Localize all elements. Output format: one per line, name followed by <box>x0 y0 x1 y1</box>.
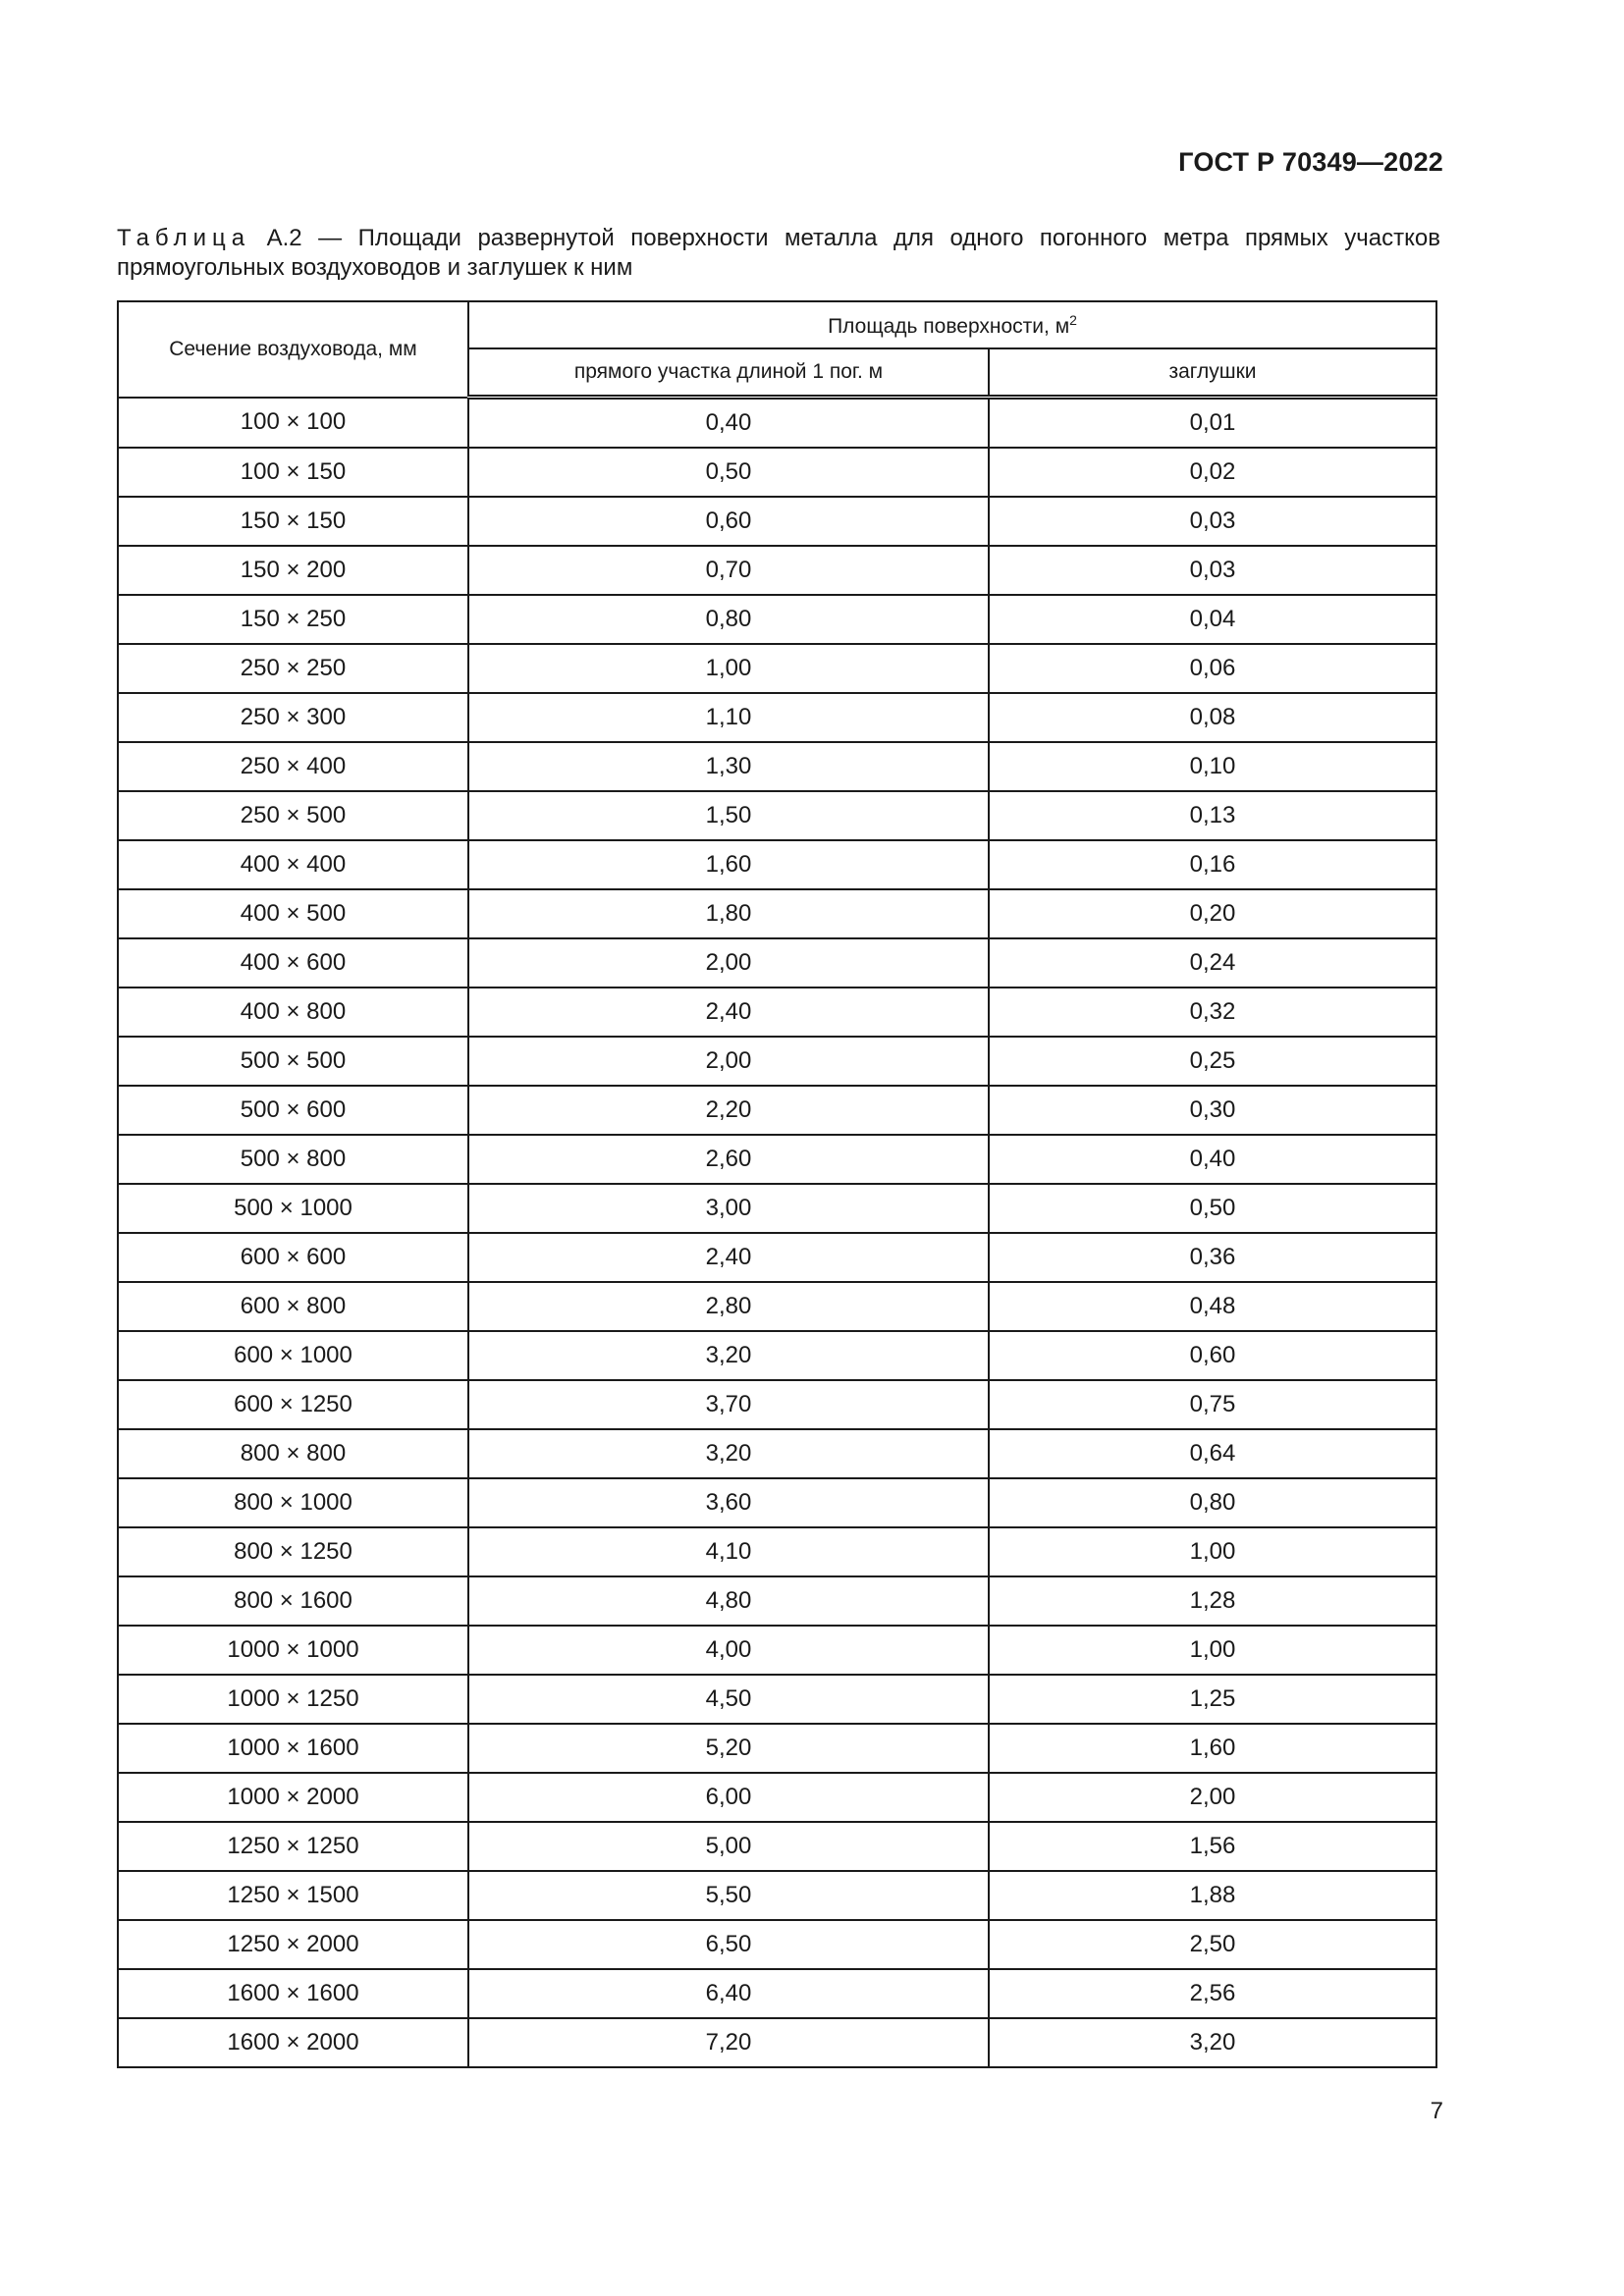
cell-straight-area: 1,10 <box>468 693 989 742</box>
cell-cap-area: 1,00 <box>989 1527 1436 1576</box>
table-body <box>118 398 1436 2068</box>
cell-cap-area: 1,88 <box>989 1871 1436 1920</box>
header-area-superscript: 2 <box>1069 311 1077 328</box>
cell-section: 600 × 600 <box>118 1233 468 1282</box>
table-row <box>118 693 1436 742</box>
table-row <box>118 1626 1436 1675</box>
table-caption-text: — Площади развернутой поверхности металла для одного погонного метра прямых участков прямоугольных воздуховодов и заглушек к ним <box>117 225 1440 281</box>
cell-section: 1000 × 1250 <box>118 1675 468 1724</box>
cell-section: 400 × 600 <box>118 938 468 988</box>
header-cap: заглушки <box>989 348 1436 398</box>
cell-section: 800 × 1250 <box>118 1527 468 1576</box>
cell-section: 250 × 250 <box>118 644 468 693</box>
cell-straight-area: 3,60 <box>468 1478 989 1527</box>
cell-cap-area: 0,04 <box>989 595 1436 644</box>
cell-cap-area: 0,20 <box>989 889 1436 938</box>
cell-cap-area: 1,25 <box>989 1675 1436 1724</box>
cell-cap-area: 0,60 <box>989 1331 1436 1380</box>
cell-section: 400 × 800 <box>118 988 468 1037</box>
cell-section: 500 × 800 <box>118 1135 468 1184</box>
cell-straight-area: 1,80 <box>468 889 989 938</box>
table-row <box>118 1184 1436 1233</box>
cell-section: 800 × 1600 <box>118 1576 468 1626</box>
cell-straight-area: 0,40 <box>468 398 989 449</box>
cell-cap-area: 3,20 <box>989 2018 1436 2067</box>
cell-cap-area: 0,40 <box>989 1135 1436 1184</box>
cell-straight-area: 5,00 <box>468 1822 989 1871</box>
cell-section: 1000 × 1000 <box>118 1626 468 1675</box>
table-row <box>118 938 1436 988</box>
cell-cap-area: 0,32 <box>989 988 1436 1037</box>
cell-straight-area: 1,50 <box>468 791 989 840</box>
cell-cap-area: 0,03 <box>989 497 1436 546</box>
cell-straight-area: 5,50 <box>468 1871 989 1920</box>
cell-straight-area: 0,50 <box>468 448 989 497</box>
cell-straight-area: 6,00 <box>468 1773 989 1822</box>
cell-straight-area: 2,00 <box>468 1037 989 1086</box>
cell-section: 800 × 800 <box>118 1429 468 1478</box>
cell-section: 1250 × 1500 <box>118 1871 468 1920</box>
page-number: 7 <box>1430 2098 1443 2124</box>
cell-section: 600 × 800 <box>118 1282 468 1331</box>
cell-section: 500 × 1000 <box>118 1184 468 1233</box>
table-row <box>118 1969 1436 2018</box>
cell-straight-area: 4,80 <box>468 1576 989 1626</box>
cell-cap-area: 0,80 <box>989 1478 1436 1527</box>
table-row <box>118 1724 1436 1773</box>
cell-section: 150 × 200 <box>118 546 468 595</box>
document-code: ГОСТ Р 70349—2022 <box>1178 147 1443 177</box>
cell-cap-area: 0,03 <box>989 546 1436 595</box>
cell-straight-area: 0,80 <box>468 595 989 644</box>
table-row <box>118 1675 1436 1724</box>
cell-straight-area: 4,10 <box>468 1527 989 1576</box>
cell-section: 250 × 400 <box>118 742 468 791</box>
table-row <box>118 1282 1436 1331</box>
table-row <box>118 1576 1436 1626</box>
cell-straight-area: 6,40 <box>468 1969 989 2018</box>
table-row <box>118 1086 1436 1135</box>
cell-cap-area: 0,48 <box>989 1282 1436 1331</box>
table-row <box>118 1331 1436 1380</box>
cell-section: 100 × 150 <box>118 448 468 497</box>
header-straight-section: прямого участка длиной 1 пог. м <box>468 348 989 398</box>
cell-straight-area: 7,20 <box>468 2018 989 2067</box>
cell-cap-area: 1,00 <box>989 1626 1436 1675</box>
cell-section: 800 × 1000 <box>118 1478 468 1527</box>
cell-straight-area: 0,60 <box>468 497 989 546</box>
cell-straight-area: 1,60 <box>468 840 989 889</box>
table-row <box>118 1920 1436 1969</box>
cell-straight-area: 2,40 <box>468 988 989 1037</box>
table-caption-label: Таблица <box>117 225 251 251</box>
cell-section: 400 × 500 <box>118 889 468 938</box>
cell-cap-area: 0,24 <box>989 938 1436 988</box>
cell-section: 1600 × 2000 <box>118 2018 468 2067</box>
table-row <box>118 497 1436 546</box>
cell-cap-area: 0,01 <box>989 398 1436 449</box>
cell-cap-area: 0,06 <box>989 644 1436 693</box>
cell-straight-area: 6,50 <box>468 1920 989 1969</box>
cell-section: 500 × 500 <box>118 1037 468 1086</box>
cell-section: 250 × 500 <box>118 791 468 840</box>
table-row <box>118 1233 1436 1282</box>
table-row <box>118 791 1436 840</box>
cell-straight-area: 2,40 <box>468 1233 989 1282</box>
cell-straight-area: 3,20 <box>468 1331 989 1380</box>
table-row <box>118 988 1436 1037</box>
table-row <box>118 1135 1436 1184</box>
cell-cap-area: 2,00 <box>989 1773 1436 1822</box>
cell-cap-area: 0,02 <box>989 448 1436 497</box>
cell-straight-area: 2,20 <box>468 1086 989 1135</box>
cell-cap-area: 0,16 <box>989 840 1436 889</box>
cell-straight-area: 5,20 <box>468 1724 989 1773</box>
cell-section: 1250 × 1250 <box>118 1822 468 1871</box>
cell-straight-area: 1,00 <box>468 644 989 693</box>
table-row <box>118 1871 1436 1920</box>
cell-straight-area: 4,50 <box>468 1675 989 1724</box>
table-row <box>118 546 1436 595</box>
cell-cap-area: 2,56 <box>989 1969 1436 2018</box>
table-row <box>118 840 1436 889</box>
cell-straight-area: 2,80 <box>468 1282 989 1331</box>
cell-section: 1000 × 2000 <box>118 1773 468 1822</box>
cell-cap-area: 0,10 <box>989 742 1436 791</box>
table-row <box>118 2018 1436 2067</box>
cell-section: 600 × 1000 <box>118 1331 468 1380</box>
cell-cap-area: 0,13 <box>989 791 1436 840</box>
table-row <box>118 595 1436 644</box>
cell-section: 400 × 400 <box>118 840 468 889</box>
cell-section: 600 × 1250 <box>118 1380 468 1429</box>
table-row <box>118 1429 1436 1478</box>
cell-straight-area: 2,60 <box>468 1135 989 1184</box>
cell-cap-area: 1,28 <box>989 1576 1436 1626</box>
cell-section: 1250 × 2000 <box>118 1920 468 1969</box>
cell-section: 500 × 600 <box>118 1086 468 1135</box>
cell-straight-area: 1,30 <box>468 742 989 791</box>
header-section: Сечение воздуховода, мм <box>118 301 468 398</box>
surface-area-table <box>117 300 1437 2068</box>
cell-straight-area: 4,00 <box>468 1626 989 1675</box>
cell-section: 150 × 250 <box>118 595 468 644</box>
cell-section: 250 × 300 <box>118 693 468 742</box>
table-row <box>118 742 1436 791</box>
cell-straight-area: 3,00 <box>468 1184 989 1233</box>
cell-straight-area: 0,70 <box>468 546 989 595</box>
header-area: Площадь поверхности, $м^2$ <box>468 301 1436 348</box>
table-row <box>118 1773 1436 1822</box>
cell-straight-area: 3,20 <box>468 1429 989 1478</box>
cell-cap-area: 2,50 <box>989 1920 1436 1969</box>
cell-cap-area: 0,25 <box>989 1037 1436 1086</box>
cell-section: 1000 × 1600 <box>118 1724 468 1773</box>
table-row <box>118 398 1436 449</box>
cell-cap-area: 0,30 <box>989 1086 1436 1135</box>
table-row <box>118 1478 1436 1527</box>
table-row <box>118 1527 1436 1576</box>
cell-cap-area: 0,36 <box>989 1233 1436 1282</box>
table-caption-number: А.2 <box>266 225 302 251</box>
table-row <box>118 448 1436 497</box>
table-header <box>118 301 1436 398</box>
table-row <box>118 644 1436 693</box>
cell-straight-area: 3,70 <box>468 1380 989 1429</box>
cell-section: 100 × 100 <box>118 398 468 449</box>
cell-section: 1600 × 1600 <box>118 1969 468 2018</box>
cell-cap-area: 0,50 <box>989 1184 1436 1233</box>
table-row <box>118 1822 1436 1871</box>
cell-cap-area: 0,08 <box>989 693 1436 742</box>
table-row <box>118 889 1436 938</box>
cell-section: 150 × 150 <box>118 497 468 546</box>
table-caption <box>117 224 1440 283</box>
cell-cap-area: 1,56 <box>989 1822 1436 1871</box>
cell-cap-area: 0,75 <box>989 1380 1436 1429</box>
table-row <box>118 1037 1436 1086</box>
cell-straight-area: 2,00 <box>468 938 989 988</box>
cell-cap-area: 1,60 <box>989 1724 1436 1773</box>
table-row <box>118 1380 1436 1429</box>
cell-cap-area: 0,64 <box>989 1429 1436 1478</box>
